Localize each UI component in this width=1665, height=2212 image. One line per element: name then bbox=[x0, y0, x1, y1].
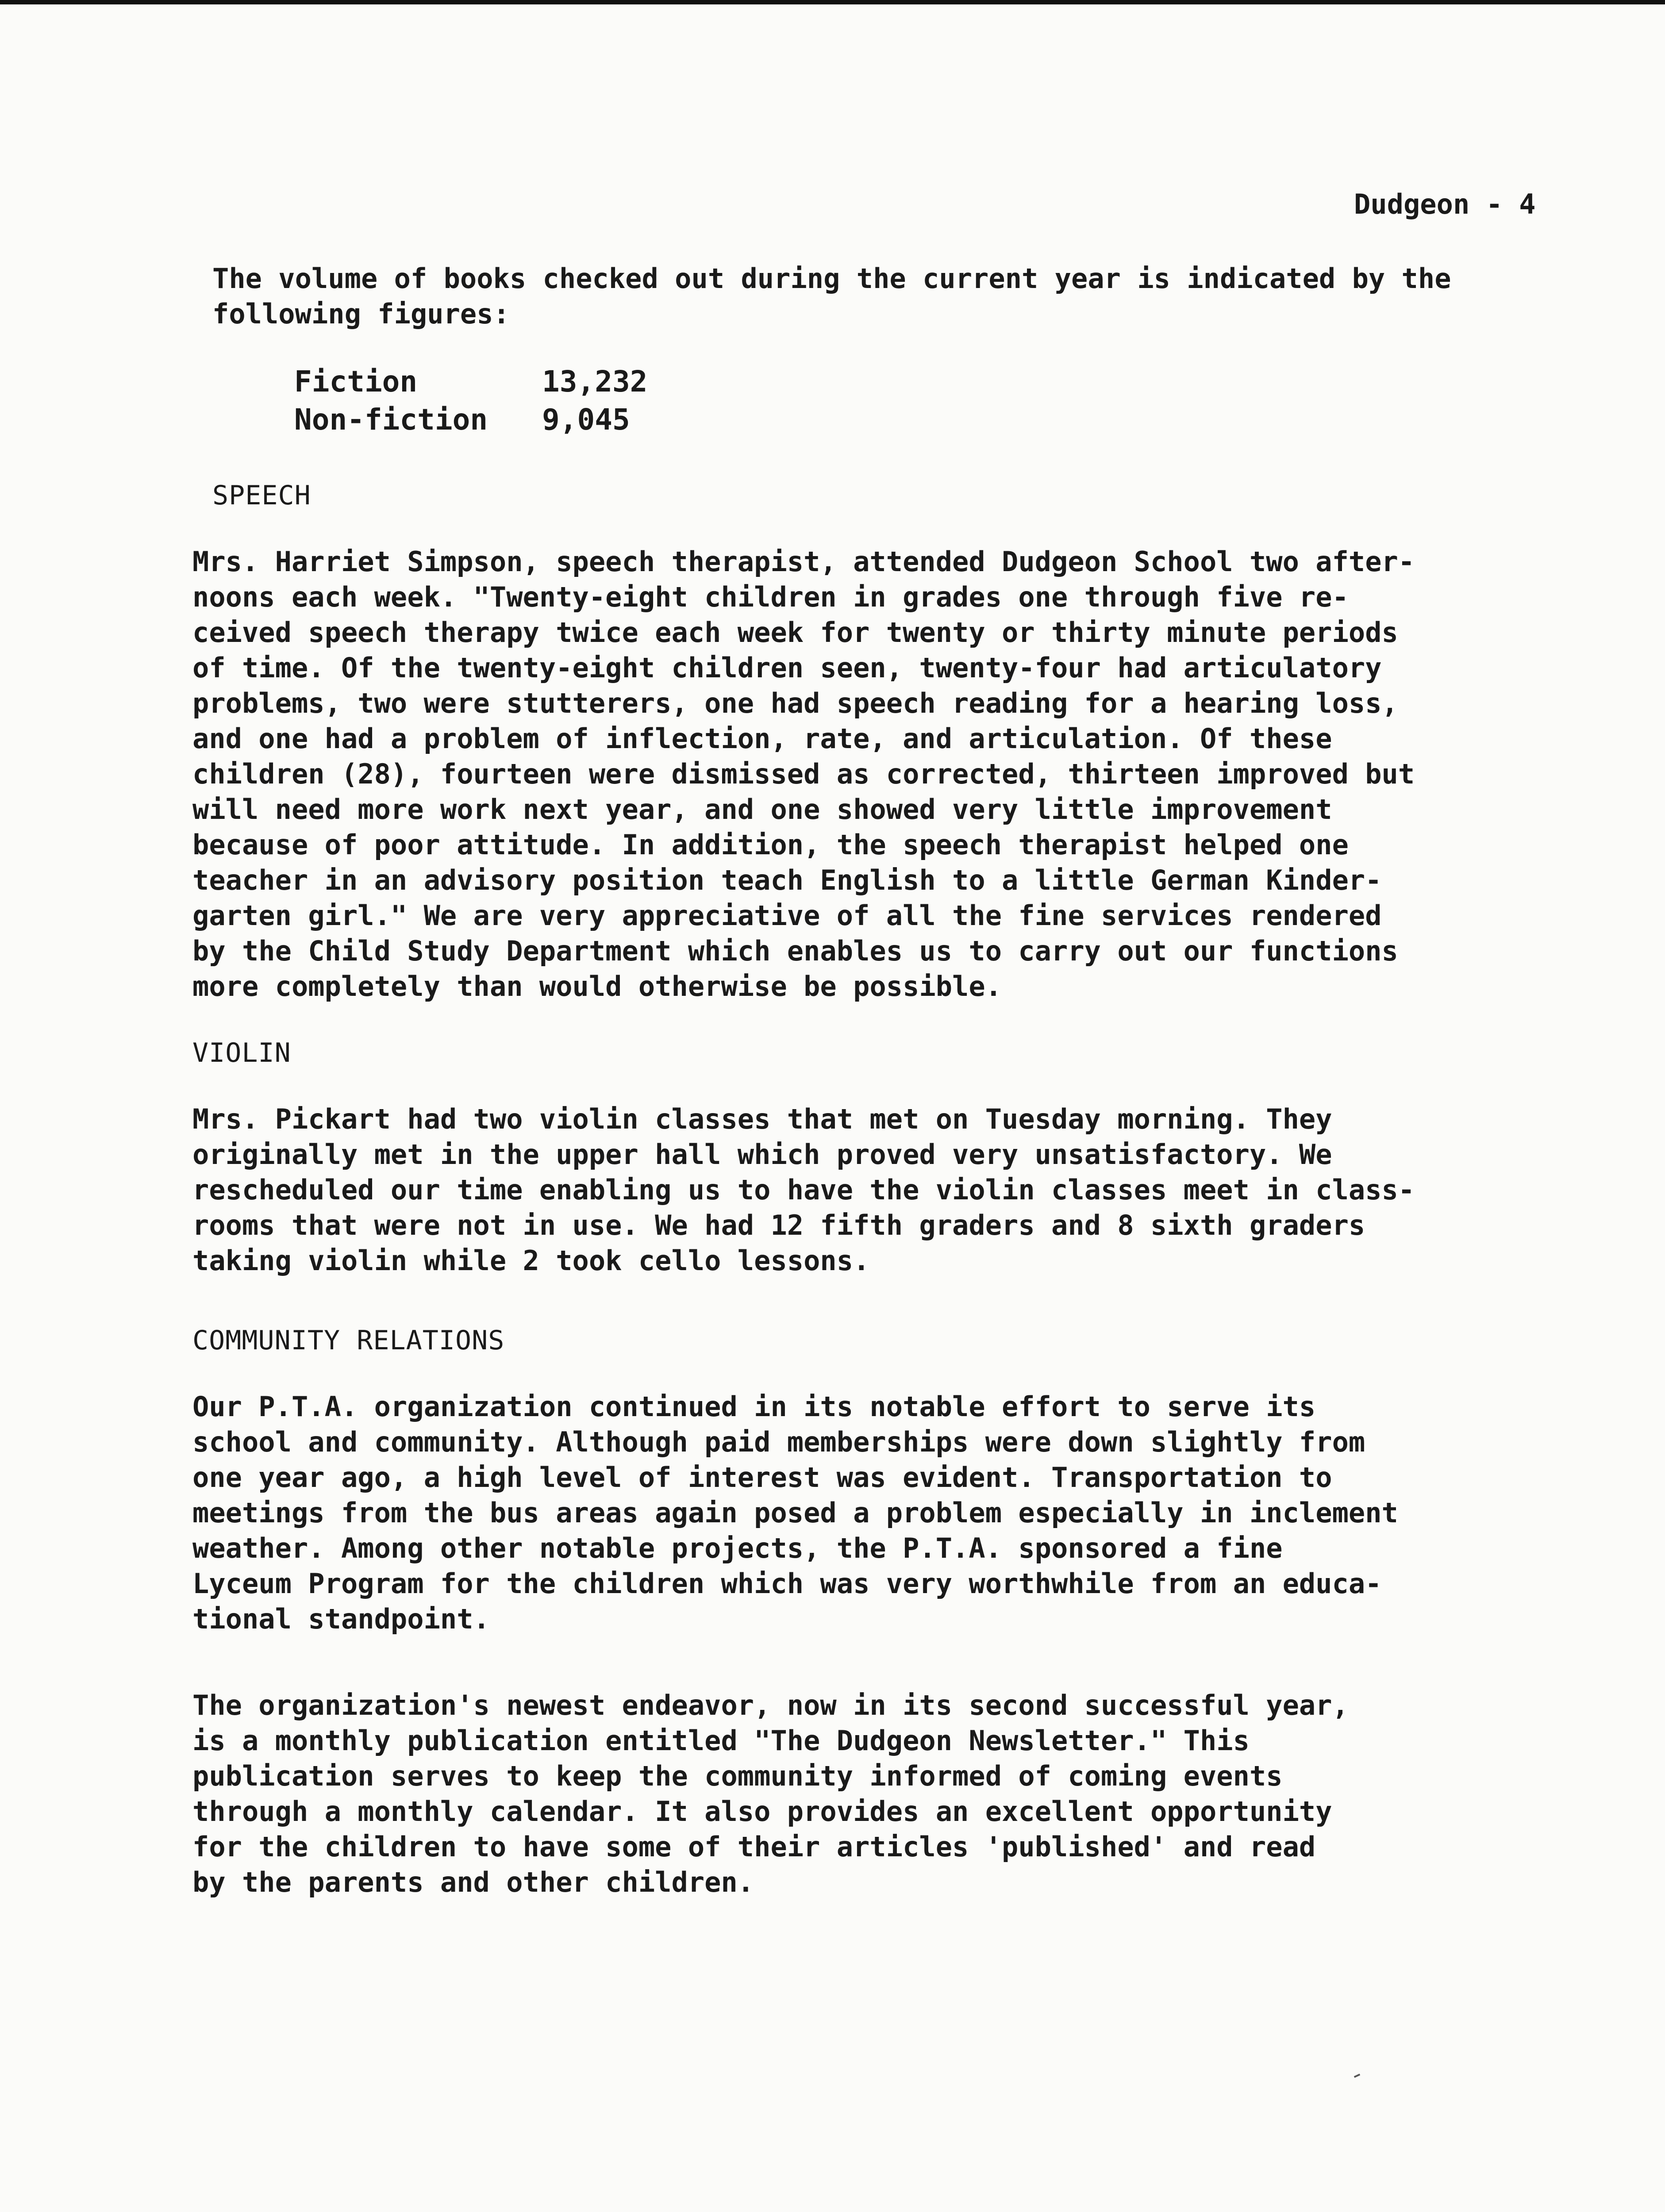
figures-row-non-fiction bbox=[294, 401, 647, 439]
page-top-edge bbox=[0, 0, 1665, 4]
intro-paragraph: The volume of books checked out during the current year is indicated by the following figures: bbox=[212, 262, 1451, 330]
figure-label: Fiction bbox=[294, 365, 418, 399]
stray-ink-mark bbox=[1354, 2074, 1360, 2078]
violin-paragraph: Mrs. Pickart had two violin classes that met on Tuesday morning. They originally met in the upper hall which proved very unsatisfactory. We rescheduled our time enabling us to have the violin classes meet in class- rooms that were not in use. We had 12 fifth graders and 8 sixth graders taking violin while 2 took cello lessons. bbox=[192, 1103, 1415, 1277]
figures-table bbox=[294, 363, 647, 439]
page-number: Dudgeon - 4 bbox=[1354, 188, 1536, 220]
figures-row-fiction bbox=[294, 363, 647, 401]
figure-value: 13,232 bbox=[542, 365, 648, 399]
community-paragraph-pta: Our P.T.A. organization continued in its notable effort to serve its school and community. Although paid memberships were down slightly from one year ago, a high level of interest was evident. Transportation to meetings from the bus areas again posed a problem especially in inclement weather. Among other notable projects, the P.T.A. sponsored a fine Lyceum Program for the children which was very worthwhile from an educa- tional standpoint. bbox=[192, 1390, 1398, 1635]
section-heading-violin: VIOLIN bbox=[192, 1037, 291, 1068]
figure-label: Non-fiction bbox=[294, 403, 488, 437]
figure-value: 9,045 bbox=[542, 403, 630, 437]
speech-paragraph: Mrs. Harriet Simpson, speech therapist, attended Dudgeon School two after- noons each week. "Twenty-eight children in grades one through five re- ceived speech therapy twice each week for twenty or thirty minute periods of time. Of the twenty-eight children seen, twenty-four had articulatory problems, two were stutterers, one had speech reading for a hearing loss, and one had a problem of inflection, rate, and articulation. Of these children (28), fourteen were dismissed as corrected, thirteen improved but will need more work next year, and one showed very little improvement because of poor attitude. In addition, the speech therapist helped one teacher in an advisory position teach English to a little German Kinder- garten girl." We are very appreciative of all the fine services rendered by the Child Study Department which enables us to carry out our functions more completely than would otherwise be possible. bbox=[192, 545, 1415, 1002]
section-heading-community-relations: COMMUNITY RELATIONS bbox=[192, 1325, 505, 1356]
section-heading-speech: SPEECH bbox=[212, 480, 311, 511]
community-paragraph-newsletter: The organization's newest endeavor, now in its second successful year, is a monthly publication entitled "The Dudgeon Newsletter." This publication serves to keep the community informed of coming events through a monthly calendar. It also provides an excellent opportunity for the children to have some of their articles 'published' and read by the parents and other children. bbox=[192, 1689, 1349, 1898]
